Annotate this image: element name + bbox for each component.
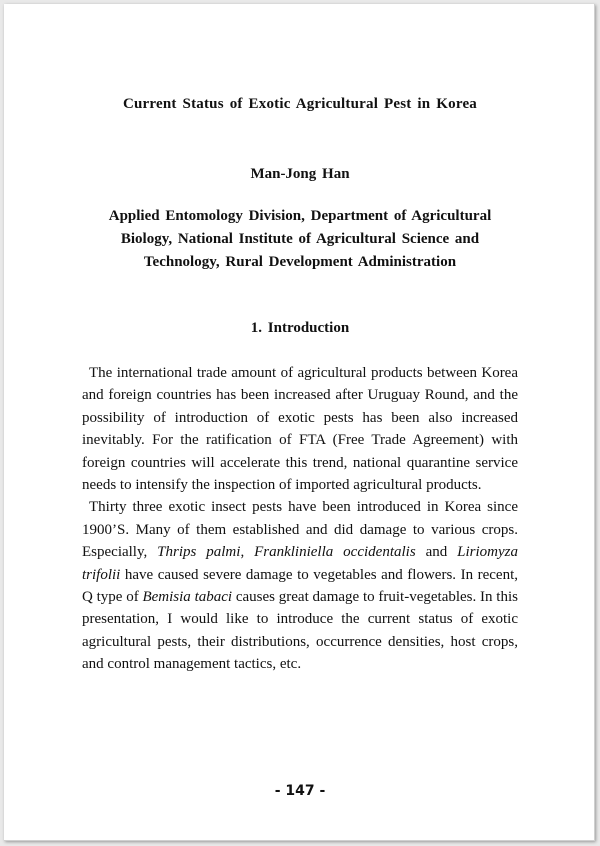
- paragraph-text: ,: [240, 544, 255, 561]
- paragraph: The international trade amount of agricultural products between Korea and foreign countries has been increased after Uruguay Round, and the possibility of introduction of exotic pests has been also increased inevitably. For the ratification of FTA (Free Trade Agreement) with foreign countries will accelerate this trend, national quarantine service needs to intensify the inspection of imported agricultural products.: [82, 365, 518, 494]
- paper-title: Current Status of Exotic Agricultural Pest in Korea: [122, 96, 478, 112]
- introduction-body: [82, 362, 518, 676]
- affiliation-line: Biology, National Institute of Agricultural Science and: [120, 231, 480, 247]
- species-name: Thrips palmi: [157, 544, 241, 561]
- author-name: Man-Jong Han: [250, 166, 350, 182]
- paragraph-text: causes great damage to fruit-vegetables. In this presentation, I would like to introduce the current status of exotic agricultural pests, their distributions, occurrence densities, host crops, and control management tactics, etc.: [82, 589, 518, 673]
- page-number: - 147 -: [274, 783, 326, 799]
- paragraph-text: and: [415, 544, 458, 561]
- affiliation-line: Applied Entomology Division, Department of Agricultural: [108, 208, 492, 224]
- species-name: Liriomyza trifolii: [82, 544, 518, 583]
- author-affiliation: [0, 205, 600, 274]
- species-name: Bemisia tabaci: [142, 589, 233, 606]
- paragraph-text: Thirty three exotic insect pests have been introduced in Korea since 1900’S. Many of them established and did damage to various crops. Especially,: [82, 499, 518, 561]
- species-name: Frankliniella occidentalis: [254, 544, 416, 561]
- paragraph: [82, 496, 518, 675]
- section-heading: 1. Introduction: [250, 320, 350, 336]
- paragraph-text: have caused severe damage to vegetables and flowers. In recent, Q type of: [82, 566, 518, 606]
- affiliation-line: Technology, Rural Development Administration: [143, 254, 457, 270]
